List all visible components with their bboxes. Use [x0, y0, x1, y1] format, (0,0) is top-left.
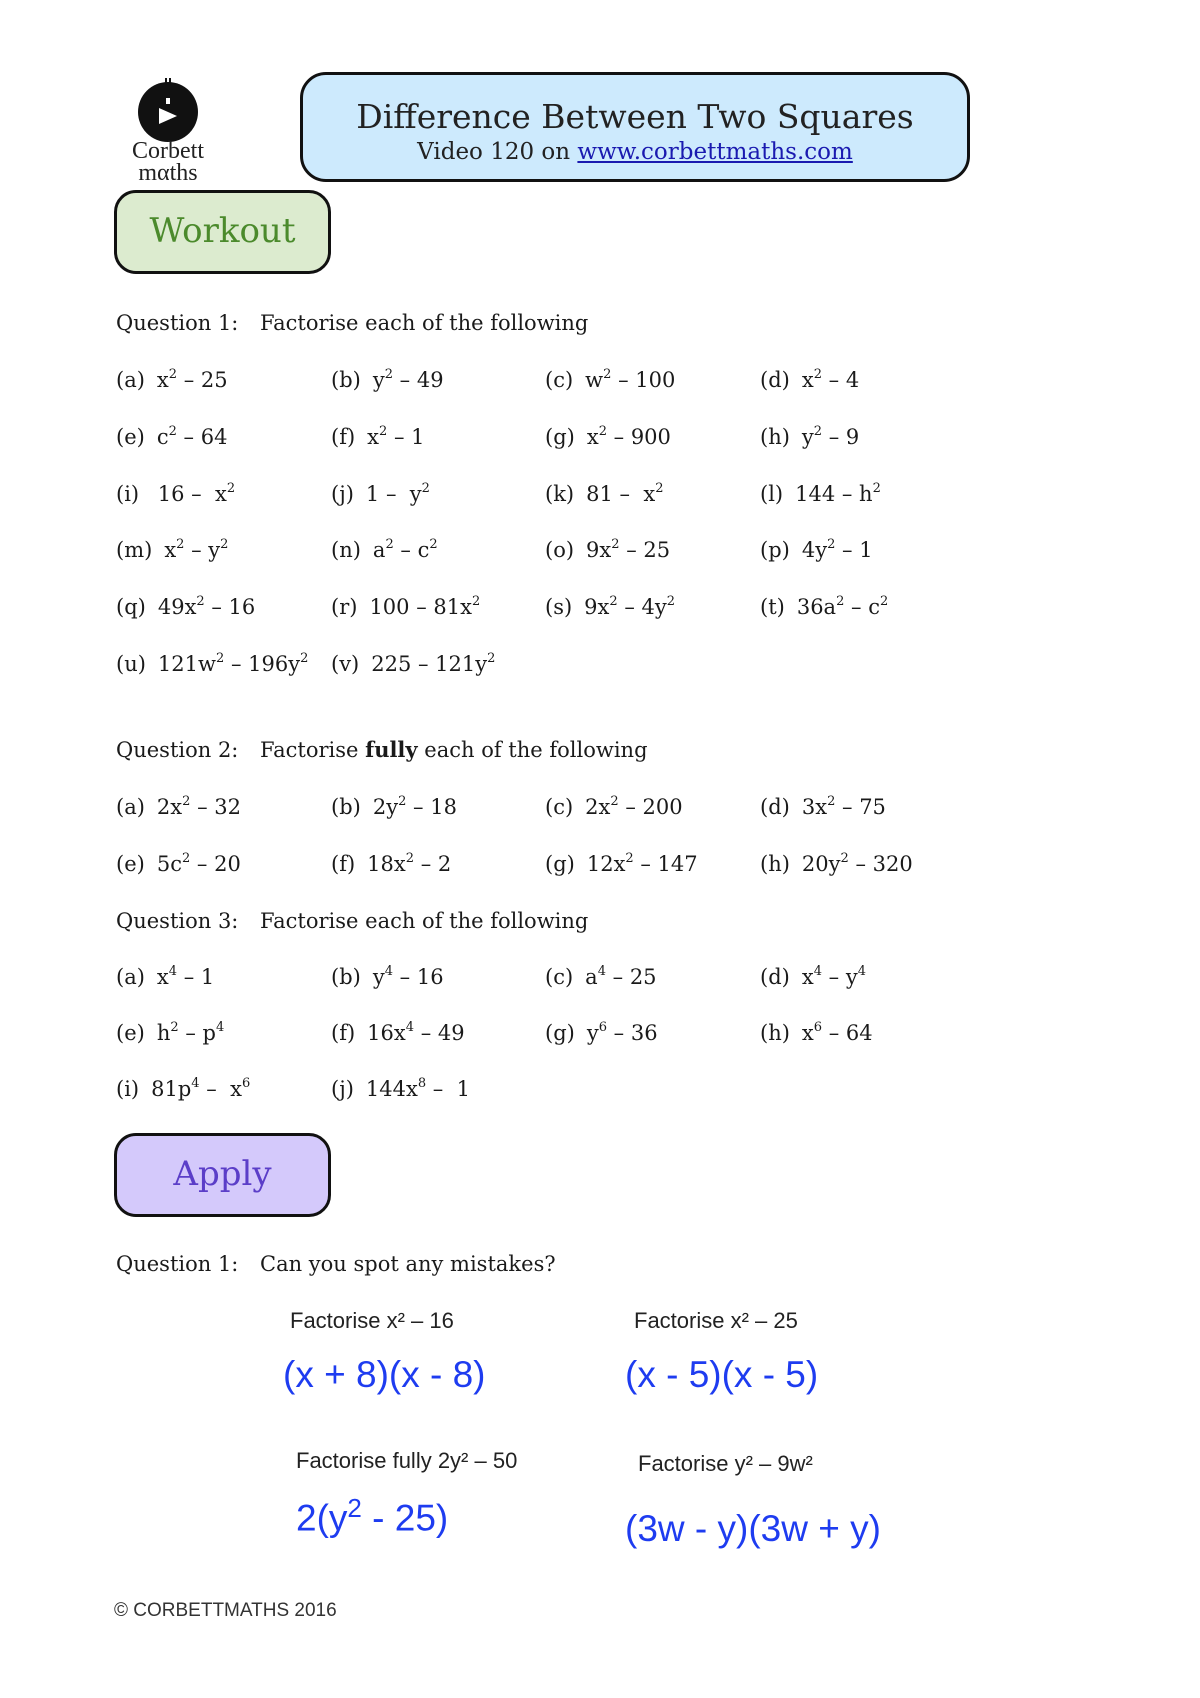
item-label: (h) — [760, 424, 790, 449]
corbettmaths-logo — [118, 78, 218, 188]
question-instruction: Can you spot any mistakes? — [260, 1252, 556, 1276]
item-expression: $y^4 - 16$ — [372, 964, 444, 989]
question-item — [116, 851, 241, 877]
question-number: Question 1: — [116, 1252, 239, 1276]
item-label: (b) — [331, 965, 361, 989]
item-label: (d) — [760, 965, 790, 989]
question-item — [331, 537, 438, 563]
question-instruction: Factorise each of the following — [260, 311, 589, 335]
item-expression: $x^2 - 25$ — [156, 367, 228, 392]
copyright-footer: © CORBETTMATHS 2016 — [114, 1600, 337, 1621]
item-expression: $x^4 - 1$ — [156, 964, 215, 989]
question-item — [760, 367, 859, 393]
question-item — [331, 964, 444, 990]
example-prompt: Factorise x² – 16 — [290, 1308, 454, 1333]
item-expression: $y^2 - 49$ — [372, 367, 444, 392]
question-number: Question 3: — [116, 909, 239, 933]
question-item — [331, 651, 495, 677]
item-expression: $20y^2 - 320$ — [801, 850, 913, 876]
question-item — [331, 794, 457, 820]
item-expression: $3x^2 - 75$ — [801, 794, 886, 819]
item-expression: $h^2 - p^4$ — [156, 1020, 225, 1045]
example-prompt: Factorise fully 2y² – 50 — [296, 1448, 518, 1473]
item-label: (e) — [116, 1021, 145, 1045]
item-label: (r) — [331, 595, 358, 620]
item-label: (h) — [760, 1021, 790, 1045]
workout-q3-heading — [116, 908, 588, 934]
question-item — [116, 481, 235, 507]
question-item — [116, 367, 228, 393]
item-label: (f) — [331, 1021, 356, 1045]
item-expression: $2y^2 - 18$ — [372, 794, 457, 819]
question-item — [331, 594, 480, 620]
question-instruction: Factorise each of the following — [260, 909, 589, 933]
question-item — [331, 1076, 470, 1102]
item-expression: $x^2 - 900$ — [586, 423, 671, 449]
apply-q1-heading — [116, 1251, 556, 1277]
item-expression: $c^2 - 64$ — [156, 423, 228, 449]
item-expression: $81 - x^2$ — [586, 480, 664, 506]
item-label: (c) — [545, 965, 574, 989]
item-label: (s) — [545, 595, 573, 620]
item-expression: $y^2 - 9$ — [801, 423, 860, 449]
logo-text-maths: mαths — [138, 160, 198, 186]
item-label: (a) — [116, 795, 145, 819]
subtitle-prefix: Video 120 on — [417, 139, 578, 165]
item-expression: $144x^8 - 1$ — [365, 1076, 471, 1101]
question-instruction-pre: Factorise — [260, 738, 366, 762]
question-item — [760, 537, 873, 563]
item-expression: $a^4 - 25$ — [585, 964, 657, 989]
question-item — [760, 594, 888, 620]
item-label: (g) — [545, 1021, 575, 1045]
question-item — [760, 964, 866, 990]
question-item — [545, 1020, 658, 1046]
example-prompt: Factorise y² – 9w² — [638, 1451, 813, 1476]
item-label: (d) — [760, 795, 790, 819]
item-expression: $36a^2 - c^2$ — [796, 594, 889, 620]
item-label: (a) — [116, 965, 145, 989]
item-expression: $81p^4 - x^6$ — [151, 1076, 251, 1101]
item-expression: $x^2 - y^2$ — [164, 537, 229, 563]
item-expression: $100 - 81x^2$ — [369, 594, 481, 620]
question-item — [116, 537, 228, 563]
title-box — [300, 72, 970, 182]
logo-emblem-icon — [118, 78, 218, 142]
question-item — [760, 794, 886, 820]
question-number: Question 2: — [116, 738, 239, 762]
item-label: (a) — [116, 368, 145, 392]
item-expression: $x^2 - 1$ — [367, 423, 425, 449]
example-answer: (x - 5)(x - 5) — [625, 1354, 819, 1395]
question-item — [331, 424, 425, 450]
item-expression: $225 - 121y^2$ — [371, 651, 496, 676]
item-label: (h) — [760, 851, 790, 876]
item-label: (p) — [760, 538, 790, 563]
item-label: (m) — [116, 538, 153, 563]
question-item — [116, 424, 227, 450]
question-item — [545, 964, 657, 990]
item-expression: $2x^2 - 200$ — [585, 794, 683, 819]
question-item — [545, 594, 675, 620]
page-title: Difference Between Two Squares — [356, 97, 914, 136]
item-label: (n) — [331, 538, 361, 563]
question-item — [116, 594, 255, 620]
item-label: (i) — [116, 1077, 140, 1101]
question-item — [760, 424, 859, 450]
item-label: (t) — [760, 595, 785, 620]
question-number: Question 1: — [116, 311, 239, 335]
example-answer: (3w - y)(3w + y) — [625, 1508, 881, 1549]
item-expression: $9x^2 - 25$ — [586, 537, 671, 563]
question-item — [331, 367, 444, 393]
item-label: (e) — [116, 424, 145, 449]
item-expression: $a^2 - c^2$ — [372, 537, 438, 563]
item-label: (o) — [545, 538, 575, 563]
item-label: (u) — [116, 652, 146, 676]
question-item — [545, 794, 683, 820]
item-label: (j) — [331, 1077, 354, 1101]
item-expression: $5c^2 - 20$ — [156, 850, 241, 876]
example-answer: (x + 8)(x - 8) — [283, 1354, 486, 1395]
item-expression: $x^4 - y^4$ — [801, 964, 866, 989]
question-item — [545, 424, 671, 450]
workout-q2-heading — [116, 737, 648, 763]
example-prompt: Factorise x² – 25 — [634, 1308, 798, 1333]
question-item — [116, 794, 241, 820]
question-item — [331, 481, 430, 507]
question-instruction-bold: fully — [365, 737, 418, 762]
item-expression: $49x^2 - 16$ — [157, 594, 256, 620]
question-item — [545, 851, 698, 877]
item-label: (f) — [331, 424, 356, 449]
item-label: (c) — [545, 795, 574, 819]
question-item — [545, 367, 675, 393]
item-expression: $12x^2 - 147$ — [586, 850, 698, 876]
example-answer: $2(y^2 - 25)$ — [296, 1493, 449, 1539]
item-expression: $y^6 - 36$ — [586, 1020, 658, 1045]
item-label: (v) — [331, 652, 360, 676]
question-item — [331, 851, 451, 877]
question-item — [545, 537, 670, 563]
item-label: (k) — [545, 481, 575, 506]
question-item — [116, 651, 308, 677]
question-item — [760, 481, 881, 507]
apply-section-badge: Apply — [114, 1133, 331, 1217]
item-label: (d) — [760, 368, 790, 392]
item-expression: $18x^2 - 2$ — [367, 850, 452, 876]
item-expression: $w^2 - 100$ — [585, 367, 676, 392]
item-expression: $x^6 - 64$ — [801, 1020, 873, 1045]
question-item — [116, 964, 214, 990]
item-label: (g) — [545, 851, 575, 876]
question-item — [545, 481, 664, 507]
item-expression: $9x^2 - 4y^2$ — [584, 594, 676, 620]
page-subtitle — [303, 137, 967, 167]
item-label: (j) — [331, 481, 354, 506]
item-expression: $16 - x^2$ — [151, 480, 236, 506]
item-expression: $x^2 - 4$ — [801, 367, 860, 392]
item-label: (l) — [760, 481, 784, 506]
logo-text-corbett: Corbett — [132, 138, 204, 164]
question-item — [116, 1076, 250, 1102]
workout-section-badge: Workout — [114, 190, 331, 274]
item-label: (i) — [116, 481, 140, 506]
corbettmaths-link[interactable]: www.corbettmaths.com — [577, 139, 853, 165]
item-label: (q) — [116, 595, 146, 620]
item-label: (f) — [331, 851, 356, 876]
question-item — [116, 1020, 224, 1046]
item-label: (b) — [331, 368, 361, 392]
question-instruction-post: each of the following — [417, 738, 648, 762]
item-label: (g) — [545, 424, 575, 449]
item-expression: $1 - y^2$ — [365, 480, 430, 506]
item-expression: $16x^4 - 49$ — [367, 1020, 465, 1045]
question-item — [760, 1020, 873, 1046]
question-item — [760, 851, 913, 877]
question-item — [331, 1020, 465, 1046]
item-expression: $121w^2 - 196y^2$ — [157, 651, 309, 676]
item-expression: $144 - h^2$ — [795, 480, 881, 506]
workout-q1-heading — [116, 310, 588, 336]
item-expression: $2x^2 - 32$ — [156, 794, 241, 819]
item-label: (c) — [545, 368, 574, 392]
item-label: (b) — [331, 795, 361, 819]
item-label: (e) — [116, 851, 145, 876]
item-expression: $4y^2 - 1$ — [801, 537, 873, 563]
